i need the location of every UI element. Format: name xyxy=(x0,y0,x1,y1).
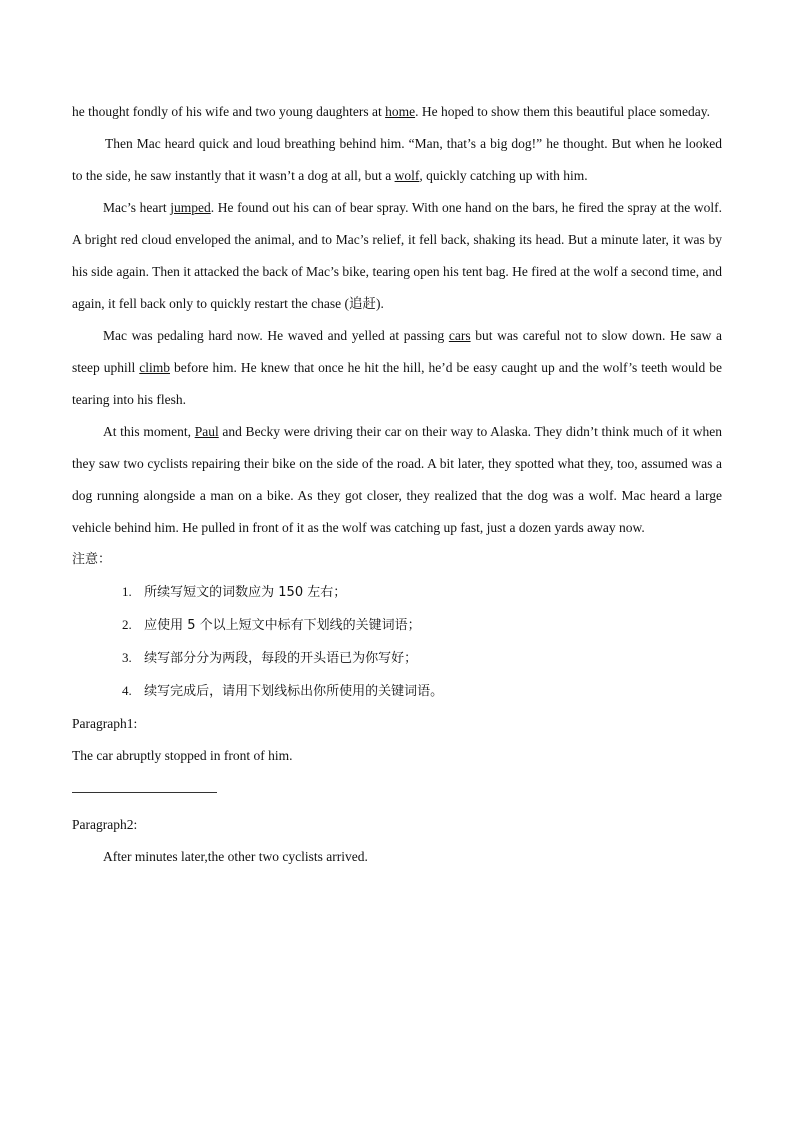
note-item: 3. 续写部分分为两段，每段的开头语已为你写好； xyxy=(122,650,418,666)
story-paragraph-4: At this moment, Paul and Becky were driving their car on their way to Alaska. They didn’t think much of it when they saw two cyclists repairing their bike on the side of the road. A bit later, they spotted what they, too, assumed was a dog running alongside a man on a bike. As they got closer, they realized that the dog was a wolf. Mac heard a large vehicle behind him. He pulled in front of it as the wolf was catching up fast, just a dozen yards away now. xyxy=(72,424,723,535)
notes-title: 注意： xyxy=(72,552,112,567)
story-paragraph-3: Mac was pedaling hard now. He waved and yelled at passing cars but was careful not to slow down. He saw a steep uphill climb before him. He knew that once he hit the hill, he’d be easy caught up and the wolf’s teeth would be tearing into his flesh. xyxy=(72,328,722,407)
keyword-paul: Paul xyxy=(194,424,219,439)
paragraph1-opening: The car abruptly stopped in front of him. xyxy=(72,748,293,763)
note-item: 1. 所续写短文的词数应为 150 左右； xyxy=(122,584,347,600)
keyword-jumped: jumped xyxy=(170,200,211,215)
answer-blank-line xyxy=(72,792,217,793)
story-paragraph-2: Mac’s heart jumped. He found out his can of bear spray. With one hand on the bars, he fired the spray at the wolf. A bright red cloud enveloped the animal, and to Mac’s relief, it fell back, shaking its head. But a minute later, it was by his side again. Then it attacked the back of Mac’s bike, tearing open his tent bag. He fired at the wolf a second time, and again, it fell back only to quickly restart the chase (追赶). xyxy=(72,200,722,311)
keyword-cars: cars xyxy=(448,328,471,343)
story-paragraph-0: he thought fondly of his wife and two young daughters at home. He hoped to show them this beautiful place someday. xyxy=(72,104,711,119)
paragraph1-label: Paragraph1: xyxy=(72,716,138,731)
keyword-home: home xyxy=(385,104,416,119)
document-page xyxy=(72,96,722,873)
note-item: 2. 应使用 5 个以上短文中标有下划线的关键词语； xyxy=(122,617,421,633)
paragraph2-opening: After minutes later,the other two cyclists arrived. xyxy=(103,849,368,864)
paragraph2-label: Paragraph2: xyxy=(72,817,138,832)
story-paragraph-1: Then Mac heard quick and loud breathing behind him. “Man, that’s a big dog!” he thought. But when he looked to the side, he saw instantly that it wasn’t a dog at all, but a wolf, quickly catching up with him. xyxy=(72,136,722,183)
notes-list xyxy=(72,576,722,708)
keyword-wolf: wolf xyxy=(394,168,420,183)
note-item: 4. 续写完成后，请用下划线标出你所使用的关键词语。 xyxy=(122,683,444,699)
keyword-climb: climb xyxy=(139,360,171,375)
